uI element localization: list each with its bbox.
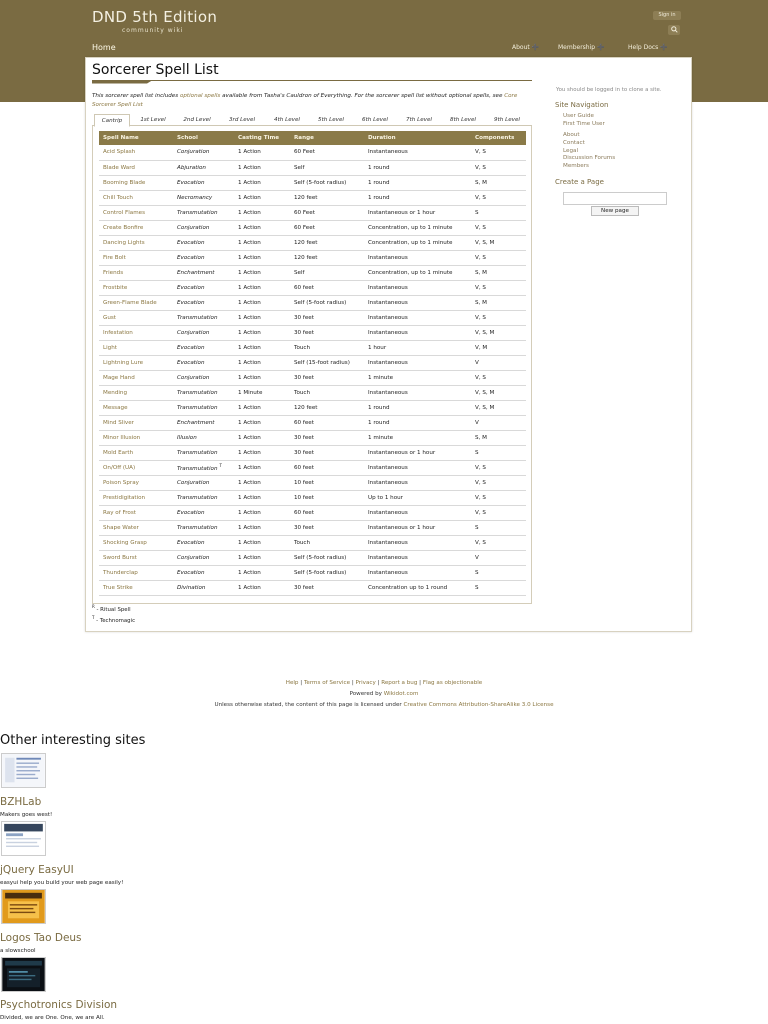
cell-casting-time: 1 Action [234,235,290,250]
cell-school: Enchantment [173,415,234,430]
cell-components: V [471,550,526,565]
table-row [99,265,526,280]
cell-spell-name[interactable]: Acid Splash [99,145,173,160]
wikidot-link[interactable]: Wikidot.com [383,691,419,697]
other-site-desc: easyui help you build your web page easily! [0,880,124,886]
site-title[interactable]: DND 5th Edition [92,8,218,26]
site-thumbnail[interactable] [1,821,46,856]
cell-spell-name[interactable]: Mending [99,385,173,400]
cell-range: Touch [290,385,364,400]
footer-link-terms[interactable]: Terms of Service [303,680,351,686]
footnote-label: - Ritual Spell [94,606,131,613]
table-row [99,400,526,415]
footer-link-flag[interactable]: Flag as objectionable [422,680,483,686]
column-header-casting-time: Casting Time [234,131,290,145]
cell-components: S, M [471,175,526,190]
cell-range: Self (5-foot radius) [290,550,364,565]
tab-cantrip[interactable]: Cantrip [94,114,130,127]
cell-casting-time: 1 Action [234,505,290,520]
cell-casting-time: 1 Action [234,355,290,370]
cell-components: S, M [471,295,526,310]
cell-components: V, M [471,340,526,355]
cell-components: V, S [471,505,526,520]
table-row [99,355,526,370]
cell-casting-time: 1 Action [234,265,290,280]
table-row [99,430,526,445]
license-link[interactable]: Creative Commons Attribution-ShareAlike 3.0 License [403,702,554,708]
cell-spell-name[interactable]: On/Off (UA) [99,460,173,475]
cell-school: Transmutation [173,400,234,415]
cell-components: V, S [471,490,526,505]
cell-school: Conjuration [173,550,234,565]
cell-spell-name[interactable]: Frostbite [99,280,173,295]
cell-range: 120 feet [290,400,364,415]
cell-school: Evocation [173,340,234,355]
site-navigation-heading: Site Navigation [555,101,609,109]
cell-duration: Instantaneous or 1 hour [364,445,471,460]
cell-school: Evocation [173,355,234,370]
cell-spell-name[interactable]: Fire Bolt [99,250,173,265]
cell-casting-time: 1 Action [234,325,290,340]
cell-range: 30 feet [290,445,364,460]
sidebar-link-legal[interactable]: Legal [563,148,578,154]
table-row [99,310,526,325]
cell-spell-name[interactable]: Shocking Grasp [99,535,173,550]
table-row [99,325,526,340]
cell-components: V, S [471,220,526,235]
table-row [99,295,526,310]
page-title: Sorcerer Spell List [92,62,219,78]
cell-spell-name[interactable]: Create Bonfire [99,220,173,235]
cell-duration: Concentration, up to 1 minute [364,235,471,250]
cell-casting-time: 1 Action [234,430,290,445]
cell-duration: Instantaneous or 1 hour [364,520,471,535]
level-tabs [92,114,532,126]
tab-7th-level[interactable]: 7th Level [406,117,432,123]
cell-school: Transmutation [173,490,234,505]
cell-casting-time: 1 Action [234,295,290,310]
table-row [99,475,526,490]
cell-components: S, M [471,430,526,445]
cell-spell-name[interactable]: Minor Illusion [99,430,173,445]
cell-duration: Instantaneous [364,460,471,475]
cell-casting-time: 1 Action [234,415,290,430]
title-underline [92,80,532,84]
cell-range: 120 feet [290,235,364,250]
sidebar-link-about[interactable]: About [563,132,580,138]
cell-range: 60 Feet [290,220,364,235]
footnote-technomagic [92,614,135,625]
table-row [99,175,526,190]
cell-components: S [471,520,526,535]
cell-duration: Instantaneous [364,385,471,400]
search-icon [671,26,678,33]
column-header-duration: Duration [364,131,471,145]
cell-duration: 1 round [364,190,471,205]
cell-casting-time: 1 Action [234,475,290,490]
cell-duration: Instantaneous [364,565,471,580]
table-row [99,340,526,355]
cell-spell-name[interactable]: Thunderclap [99,565,173,580]
table-row [99,280,526,295]
table-row [99,160,526,175]
cell-school: Transmutation [173,205,234,220]
cell-duration: Instantaneous [364,280,471,295]
cell-components: V, S, M [471,325,526,340]
cell-range: 60 Feet [290,145,364,160]
cell-spell-name[interactable]: Green-Flame Blade [99,295,173,310]
cell-range: 30 feet [290,325,364,340]
tab-3rd-level[interactable]: 3rd Level [228,117,256,123]
spell-table-body [99,145,526,595]
cell-range: 30 feet [290,430,364,445]
nav-help-docs[interactable]: Help Docs ➕ [628,44,668,51]
cell-components: S [471,580,526,595]
nav-membership[interactable]: Membership ➕ [558,44,605,51]
table-row [99,235,526,250]
cell-duration: Concentration up to 1 round [364,580,471,595]
cell-spell-name[interactable]: Blade Ward [99,160,173,175]
cell-casting-time: 1 Action [234,490,290,505]
table-row [99,550,526,565]
new-page-button[interactable]: New page [591,206,639,216]
cell-school: Evocation [173,505,234,520]
table-row [99,490,526,505]
powered-by-text: Powered by [349,691,384,697]
cell-school: Divination [173,580,234,595]
site-thumbnail[interactable] [1,753,46,788]
cell-school: Conjuration [173,370,234,385]
footer-link-privacy[interactable]: Privacy [355,680,376,686]
cell-duration: 1 minute [364,370,471,385]
cell-spell-name[interactable]: Control Flames [99,205,173,220]
cell-casting-time: 1 Action [234,565,290,580]
cell-school: Illusion [173,430,234,445]
cell-spell-name[interactable]: True Strike [99,580,173,595]
table-row [99,580,526,595]
cell-duration: Instantaneous [364,325,471,340]
column-header-spell-name: Spell Name [99,131,173,145]
cell-components: V, S, M [471,235,526,250]
cell-duration: 1 hour [364,340,471,355]
table-header-row [99,131,526,145]
cell-duration: Instantaneous [364,295,471,310]
intro-text-part: available from Tasha's Cauldron of Everything. For the sorcerer spell list without optional spells, see [220,93,505,99]
cell-duration: Instantaneous [364,355,471,370]
cell-casting-time: 1 Action [234,145,290,160]
cell-school: Evocation [173,235,234,250]
cell-range: Touch [290,340,364,355]
other-site-name[interactable]: Psychotronics Division [0,999,118,1011]
cell-range: 60 Feet [290,205,364,220]
sidebar-link-discussion-forums[interactable]: Discussion Forums [563,155,616,161]
cell-duration: 1 round [364,415,471,430]
cell-spell-name[interactable]: Mold Earth [99,445,173,460]
cell-spell-name[interactable]: Booming Blade [99,175,173,190]
license-note [0,702,768,708]
tab-5th-level[interactable]: 5th Level [318,117,344,123]
cell-spell-name[interactable]: Poison Spray [99,475,173,490]
cell-school: Conjuration [173,475,234,490]
column-header-range: Range [290,131,364,145]
cell-components: V, S, M [471,385,526,400]
intro-text-part: This sorcerer spell list includes [92,93,180,99]
sign-in-button[interactable]: Sign in [653,11,681,20]
site-thumbnail[interactable] [1,957,46,992]
cell-text: Transmutation [177,465,218,472]
cell-spell-name[interactable]: Ray of Frost [99,505,173,520]
other-site-name[interactable]: jQuery EasyUI [0,864,74,876]
cell-school: Evocation [173,250,234,265]
cell-school: Evocation [173,535,234,550]
footer-link-report-bug[interactable]: Report a bug [381,680,418,686]
powered-by [0,691,768,697]
cell-casting-time: 1 Action [234,280,290,295]
cell-school: Transmutation [173,445,234,460]
cell-duration: Instantaneous or 1 hour [364,205,471,220]
cell-components: V, S [471,460,526,475]
tab-1st-level[interactable]: 1st Level [140,117,166,123]
cell-casting-time: 1 Action [234,400,290,415]
cell-spell-name[interactable]: Mind Sliver [99,415,173,430]
table-row [99,535,526,550]
column-header-components: Components [471,131,526,145]
table-row [99,370,526,385]
cell-casting-time: 1 Action [234,535,290,550]
table-row [99,565,526,580]
cell-components: S [471,205,526,220]
cell-range: 30 feet [290,580,364,595]
cell-duration: Instantaneous [364,550,471,565]
sidebar-link-contact[interactable]: Contact [563,140,585,146]
footer-links: Help | Terms of Service | Privacy | Report a bug | Flag as objectionable [285,680,483,686]
cell-range: 30 feet [290,310,364,325]
cell-range: Touch [290,535,364,550]
tab-8th-level[interactable]: 8th Level [450,117,476,123]
footnote-mark: R [92,604,95,609]
cell-spell-name[interactable]: Dancing Lights [99,235,173,250]
cell-casting-time: 1 Action [234,220,290,235]
cell-school: Enchantment [173,265,234,280]
table-row [99,385,526,400]
cell-duration: 1 minute [364,430,471,445]
cell-school: Abjuration [173,160,234,175]
site-thumbnail[interactable] [1,889,46,924]
cell-school: Transmutation [173,310,234,325]
tab-9th-level[interactable]: 9th Level [494,117,520,123]
cell-duration: 1 round [364,175,471,190]
other-site-desc: Divided, we are One. One, we are All. [0,1015,105,1021]
technomagic-mark: T [219,463,222,469]
intro-text [92,92,532,110]
cell-components: V, S [471,250,526,265]
cell-range: Self (15-foot radius) [290,355,364,370]
cell-duration: 1 round [364,400,471,415]
cell-components: S [471,445,526,460]
cell-casting-time: 1 Action [234,460,290,475]
footnote-mark: T [92,615,95,621]
login-note: You should be logged in to clone a site. [556,87,662,93]
cell-range: Self [290,265,364,280]
table-row [99,445,526,460]
other-site-name[interactable]: Logos Tao Deus [0,932,82,944]
cell-range: 30 feet [290,520,364,535]
cell-spell-name[interactable]: Gust [99,310,173,325]
cell-components: V, S [471,190,526,205]
cell-school [173,460,234,475]
table-row [99,145,526,160]
cell-range: 120 feet [290,250,364,265]
cell-spell-name[interactable]: Shape Water [99,520,173,535]
cell-casting-time: 1 Action [234,520,290,535]
cell-duration: Instantaneous [364,475,471,490]
cell-casting-time: 1 Action [234,310,290,325]
cell-range: Self (5-foot radius) [290,295,364,310]
cell-components: V, S [471,145,526,160]
other-sites-heading: Other interesting sites [0,733,146,748]
cell-school: Conjuration [173,325,234,340]
cell-components: V, S [471,475,526,490]
cell-duration: Up to 1 hour [364,490,471,505]
cell-components: V, S [471,310,526,325]
sidebar-link-first-time-user[interactable]: First Time User [563,121,605,127]
cell-range: 120 feet [290,190,364,205]
cell-school: Conjuration [173,220,234,235]
cell-range: 60 feet [290,280,364,295]
nav-home[interactable]: Home [92,43,116,52]
cell-duration: Instantaneous [364,310,471,325]
footnote-ritual [92,603,135,614]
cell-spell-name[interactable]: Friends [99,265,173,280]
table-row [99,205,526,220]
cell-spell-name[interactable]: Chill Touch [99,190,173,205]
cell-components: V, S [471,280,526,295]
sidebar-link-user-guide[interactable]: User Guide [563,113,594,119]
spell-table [99,131,526,596]
table-row [99,220,526,235]
cell-duration: Concentration, up to 1 minute [364,220,471,235]
cell-range: 10 feet [290,490,364,505]
new-page-name-input[interactable] [563,192,667,205]
cell-components: V [471,355,526,370]
cell-school: Transmutation [173,520,234,535]
cell-spell-name[interactable]: Prestidigitation [99,490,173,505]
cell-casting-time: 1 Action [234,250,290,265]
nav-about[interactable]: About ➕ [512,44,540,51]
cell-components: S, M [471,265,526,280]
table-row [99,520,526,535]
other-site-desc: Makers goes west! [0,812,53,818]
cell-spell-name[interactable]: Lightning Lure [99,355,173,370]
other-site-name[interactable]: BZHLab [0,796,42,808]
cell-school: Transmutation [173,385,234,400]
cell-range: 10 feet [290,475,364,490]
cell-components: V, S [471,160,526,175]
cell-casting-time: 1 Action [234,340,290,355]
cell-casting-time: 1 Action [234,550,290,565]
core-sorcerer-spell-list-link[interactable]: Core Sorcerer Spell List [92,93,518,108]
cell-school: Evocation [173,565,234,580]
cell-components: V, S [471,535,526,550]
cell-components: V [471,415,526,430]
cell-school: Evocation [173,175,234,190]
cell-spell-name[interactable]: Sword Burst [99,550,173,565]
cell-duration: Instantaneous [364,250,471,265]
cell-school: Conjuration [173,145,234,160]
cell-duration: Instantaneous [364,505,471,520]
table-row [99,190,526,205]
cell-school: Necromancy [173,190,234,205]
footer-link-help[interactable]: Help [285,680,299,686]
search-button[interactable] [668,25,680,35]
cell-components: S [471,565,526,580]
cell-range: 60 feet [290,415,364,430]
sidebar-link-members[interactable]: Members [563,163,589,169]
cell-casting-time: 1 Action [234,160,290,175]
create-page-heading: Create a Page [555,178,604,186]
cell-casting-time: 1 Action [234,580,290,595]
cell-range: 60 feet [290,460,364,475]
cell-range: Self [290,160,364,175]
tab-2nd-level[interactable]: 2nd Level [183,117,211,123]
table-row [99,250,526,265]
cell-casting-time: 1 Action [234,175,290,190]
cell-range: Self (5-foot radius) [290,175,364,190]
cell-casting-time: 1 Minute [234,385,290,400]
cell-casting-time: 1 Action [234,370,290,385]
site-subtitle: community wiki [122,27,184,34]
footnote-label: - Technomagic [94,618,136,625]
cell-duration: Concentration, up to 1 minute [364,265,471,280]
cell-duration: Instantaneous [364,535,471,550]
cell-range: 60 feet [290,505,364,520]
cell-range: Self (5-foot radius) [290,565,364,580]
cell-spell-name[interactable]: Light [99,340,173,355]
column-header-school: School [173,131,234,145]
table-row [99,505,526,520]
cell-range: 30 feet [290,370,364,385]
cell-components: V, S, M [471,400,526,415]
footnotes [92,603,135,626]
cell-casting-time: 1 Action [234,445,290,460]
tab-6th-level[interactable]: 6th Level [362,117,388,123]
table-row [99,415,526,430]
cell-spell-name[interactable]: Message [99,400,173,415]
cell-components: V, S [471,370,526,385]
cell-spell-name[interactable]: Mage Hand [99,370,173,385]
cell-school: Evocation [173,280,234,295]
cell-duration: 1 round [364,160,471,175]
cell-casting-time: 1 Action [234,205,290,220]
other-site-desc: a slowschool [0,948,36,954]
tab-4th-level[interactable]: 4th Level [274,117,300,123]
cell-duration: Instantaneous [364,145,471,160]
license-text: Unless otherwise stated, the content of this page is licensed under [214,702,404,708]
optional-spells-link[interactable]: optional spells [179,93,221,99]
cell-spell-name[interactable]: Infestation [99,325,173,340]
cell-school: Evocation [173,295,234,310]
cell-casting-time: 1 Action [234,190,290,205]
table-row [99,460,526,475]
